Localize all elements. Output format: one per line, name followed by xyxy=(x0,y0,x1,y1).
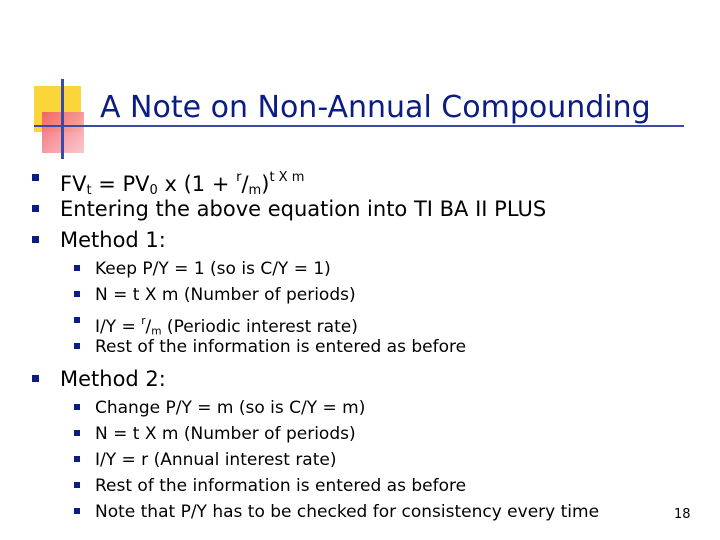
bullet-square-icon xyxy=(74,508,80,514)
formula-text: $FV_t = PV_0$ x $(1 + ^r/_m)^{t X m}$ xyxy=(60,170,305,198)
bullet-square-icon xyxy=(74,482,80,488)
page-number: 18 xyxy=(674,507,691,522)
bullet-square-icon xyxy=(74,404,80,410)
bullet-square-icon xyxy=(74,430,80,436)
bullet-square-icon xyxy=(32,236,39,243)
decor-vertical-line xyxy=(61,79,64,159)
bullet-square-icon xyxy=(32,174,39,181)
bullet-square-icon xyxy=(74,317,80,323)
bullet-square-icon xyxy=(74,456,80,462)
bullet-square-icon xyxy=(74,265,80,271)
slide-title: A Note on Non-Annual Compounding xyxy=(100,90,651,125)
bullet-square-icon xyxy=(32,375,39,382)
bullet-square-icon xyxy=(32,205,39,212)
bullet-square-icon xyxy=(74,343,80,349)
bullet-square-icon xyxy=(74,291,80,297)
